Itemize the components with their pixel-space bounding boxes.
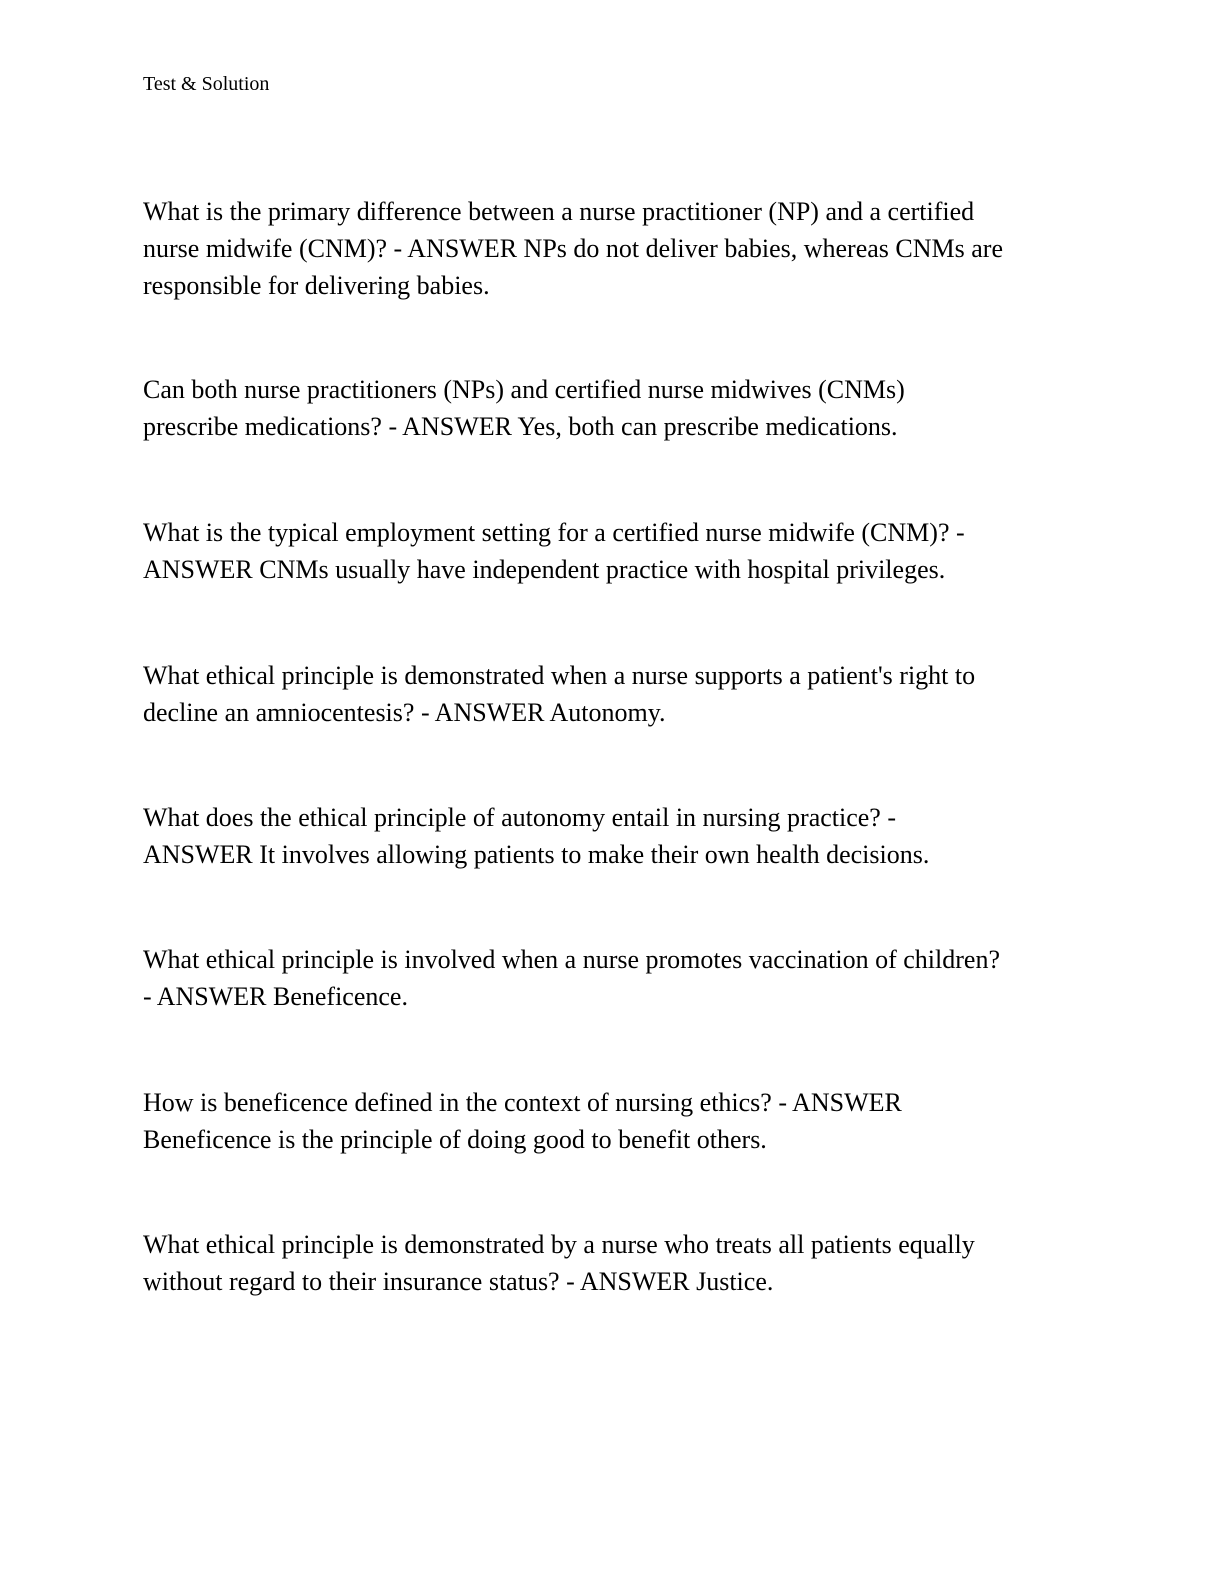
qa-line: What is the primary difference between a nurse practitioner (NP) and a certified (143, 197, 975, 226)
qa-item (143, 1084, 1083, 1158)
qa-line: What ethical principle is demonstrated by a nurse who treats all patients equally (143, 1230, 975, 1259)
qa-line: - ANSWER Beneficence. (143, 982, 408, 1011)
qa-line: ANSWER CNMs usually have independent practice with hospital privileges. (143, 555, 946, 584)
qa-line: Beneficence is the principle of doing good to benefit others. (143, 1125, 767, 1154)
qa-line: What ethical principle is demonstrated when a nurse supports a patient's right to (143, 661, 976, 690)
qa-line: prescribe medications? - ANSWER Yes, both can prescribe medications. (143, 412, 898, 441)
qa-line: decline an amniocentesis? - ANSWER Autonomy. (143, 698, 666, 727)
qa-item (143, 1226, 1083, 1300)
qa-item (143, 799, 1083, 873)
qa-item (143, 514, 1083, 588)
qa-item (143, 941, 1083, 1015)
qa-item (143, 193, 1083, 304)
qa-line: without regard to their insurance status? - ANSWER Justice. (143, 1267, 774, 1296)
qa-line: Can both nurse practitioners (NPs) and certified nurse midwives (CNMs) (143, 375, 905, 404)
qa-line: ANSWER It involves allowing patients to make their own health decisions. (143, 840, 930, 869)
qa-line: What is the typical employment setting for a certified nurse midwife (CNM)? - (143, 518, 965, 547)
document-header: Test & Solution (143, 73, 270, 95)
qa-line: How is beneficence defined in the context of nursing ethics? - ANSWER (143, 1088, 902, 1117)
qa-line: nurse midwife (CNM)? - ANSWER NPs do not deliver babies, whereas CNMs are (143, 234, 1004, 263)
qa-line: What does the ethical principle of autonomy entail in nursing practice? - (143, 803, 897, 832)
qa-item (143, 371, 1083, 445)
qa-item (143, 657, 1083, 731)
qa-line: responsible for delivering babies. (143, 271, 490, 300)
qa-line: What ethical principle is involved when a nurse promotes vaccination of children? (143, 945, 1000, 974)
